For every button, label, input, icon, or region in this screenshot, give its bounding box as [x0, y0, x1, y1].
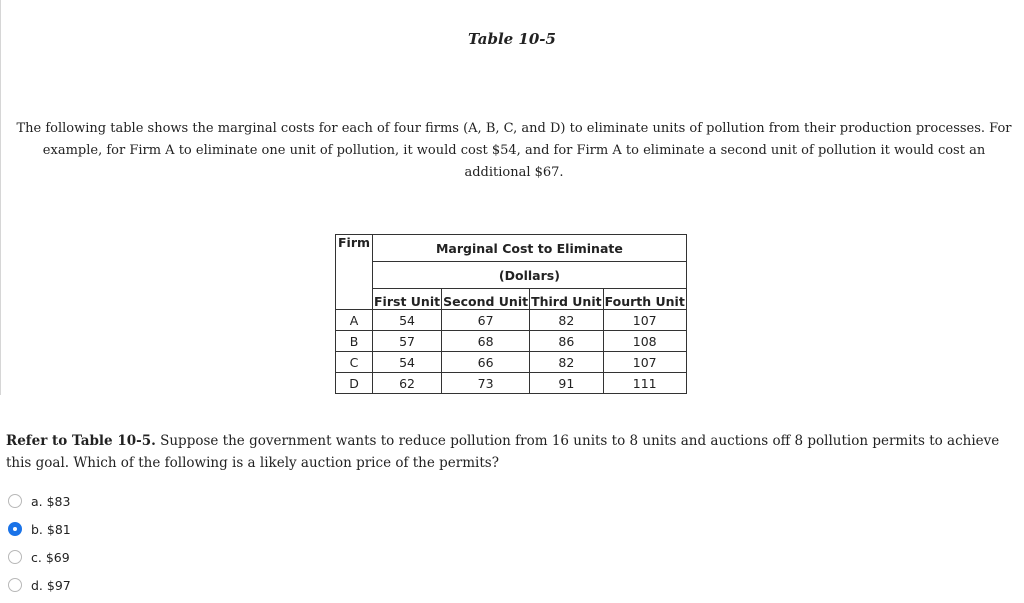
cost-cell: 82 [530, 310, 603, 331]
table-row [336, 331, 687, 352]
column-header: Third Unit [530, 289, 603, 310]
cost-cell: 91 [530, 373, 603, 394]
firm-cell: B [336, 331, 373, 352]
table-title: Table 10-5 [468, 30, 556, 48]
radio-button-icon[interactable] [8, 522, 22, 536]
firm-cell: D [336, 373, 373, 394]
cost-cell: 82 [530, 352, 603, 373]
firm-cell: A [336, 310, 373, 331]
column-header: Second Unit [442, 289, 530, 310]
cost-cell: 54 [373, 310, 442, 331]
cost-cell: 73 [442, 373, 530, 394]
table-row [336, 310, 687, 331]
answer-option-d[interactable] [8, 571, 71, 599]
cost-cell: 107 [603, 352, 686, 373]
answer-option-c[interactable] [8, 543, 71, 571]
radio-button-icon[interactable] [8, 550, 22, 564]
firm-header [336, 235, 373, 310]
table-row [336, 373, 687, 394]
cost-cell: 57 [373, 331, 442, 352]
cost-subheader: (Dollars) [373, 262, 687, 289]
cost-cell: 54 [373, 352, 442, 373]
marginal-cost-table [335, 234, 687, 394]
firm-header-label: Firm [338, 235, 371, 250]
answer-options [8, 487, 71, 599]
answer-option-b[interactable] [8, 515, 71, 543]
question-reference: Refer to Table 10-5. [6, 433, 156, 449]
cost-cell: 108 [603, 331, 686, 352]
cost-cell: 67 [442, 310, 530, 331]
radio-button-icon[interactable] [8, 578, 22, 592]
cost-cell: 86 [530, 331, 603, 352]
intro-paragraph: The following table shows the marginal costs for each of four firms (A, B, C, and D) to eliminate units of pollution from their production processes. For example, for Firm A to eliminate one unit of pollution, it would cost $54, and for Firm A to eliminate a second unit of pollution it would cost an additional $67. [16, 121, 1012, 180]
option-label[interactable]: d. $97 [31, 577, 71, 593]
question-body: Suppose the government wants to reduce pollution from 16 units to 8 units and auctions off 8 pollution permits to achieve this goal. Which of the following is a likely auction price of the permits? [6, 433, 1000, 471]
cost-cell: 62 [373, 373, 442, 394]
table-row [336, 352, 687, 373]
table-subheader-row [336, 262, 687, 289]
column-header-row [336, 289, 687, 310]
radio-button-icon[interactable] [8, 494, 22, 508]
option-label[interactable]: b. $81 [31, 521, 71, 537]
cost-cell: 107 [603, 310, 686, 331]
cost-cell: 111 [603, 373, 686, 394]
answer-option-a[interactable] [8, 487, 71, 515]
firm-cell: C [336, 352, 373, 373]
table-header-row [336, 235, 687, 262]
cost-header: Marginal Cost to Eliminate [373, 235, 687, 262]
option-label[interactable]: c. $69 [31, 549, 70, 565]
option-label[interactable]: a. $83 [31, 493, 71, 509]
column-header: Fourth Unit [603, 289, 686, 310]
column-header: First Unit [373, 289, 442, 310]
content-left-rule [0, 0, 1, 395]
cost-cell: 66 [442, 352, 530, 373]
cost-cell: 68 [442, 331, 530, 352]
question-text [6, 430, 1016, 474]
